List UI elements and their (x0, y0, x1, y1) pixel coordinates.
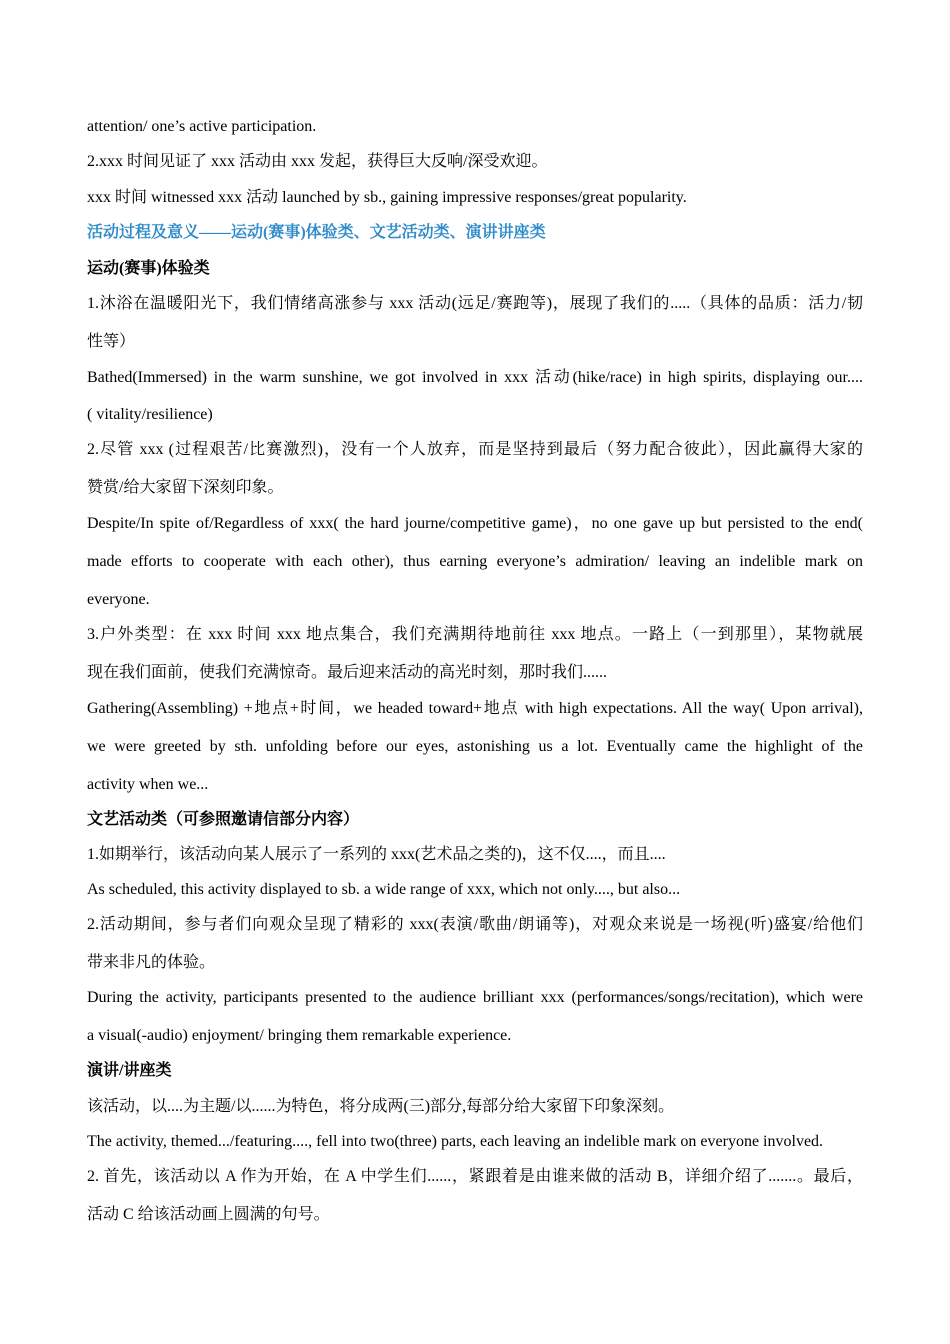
subsection-heading: 文艺活动类（可参照邀请信部分内容） (87, 811, 360, 828)
text-line: 赞赏/给大家留下深刻印象。 (87, 479, 284, 496)
text-line: attention/ one’s active participation. (87, 118, 317, 135)
text-line: a visual(-audio) enjoyment/ bringing them remarkable experience. (87, 1027, 512, 1044)
text-line: The activity, themed.../featuring...., fell into two(three) parts, each leaving an indelible mark on everyone involved. (87, 1133, 824, 1150)
text-line: 1.如期举行，该活动向某人展示了一系列的 xxx(艺术品之类的)，这不仅....，而且.... (87, 846, 666, 863)
text-line: During the activity, participants presented to the audience brilliant xxx (performances/songs/recitation), which were (87, 989, 863, 1006)
text-line: 2.xxx 时间见证了 xxx 活动由 xxx 发起，获得巨大反响/深受欢迎。 (87, 153, 548, 170)
text-line: 1.沐浴在温暖阳光下，我们情绪高涨参与 xxx 活动(远足/赛跑等)，展现了我们的.....（具体的品质：活力/韧 (87, 295, 863, 312)
text-line: 带来非凡的体验。 (87, 954, 216, 971)
section-heading: 活动过程及意义——运动(赛事)体验类、文艺活动类、演讲讲座类 (87, 224, 546, 241)
text-line: we were greeted by sth. unfolding before our eyes, astonishing us a lot. Eventually came the highlight of the (87, 738, 863, 755)
subsection-heading: 演讲/讲座类 (87, 1062, 172, 1079)
text-line: 3.户外类型：在 xxx 时间 xxx 地点集合，我们充满期待地前往 xxx 地点。一路上（一到那里），某物就展 (87, 626, 863, 643)
text-line: 2.尽管 xxx (过程艰苦/比赛激烈)，没有一个人放弃，而是坚持到最后（努力配合彼此），因此赢得大家的 (87, 441, 863, 458)
text-line: 现在我们面前，使我们充满惊奇。最后迎来活动的高光时刻，那时我们...... (87, 664, 608, 681)
text-line: activity when we... (87, 776, 209, 793)
text-line: 2.活动期间，参与者们向观众呈现了精彩的 xxx(表演/歌曲/朗诵等)，对观众来说是一场视(听)盛宴/给他们 (87, 916, 863, 933)
text-line: 性等） (87, 333, 136, 350)
text-line: Despite/In spite of/Regardless of xxx( the hard journe/competitive game)，no one gave up but persisted to the end( (87, 515, 863, 532)
text-line: xxx 时间 witnessed xxx 活动 launched by sb., gaining impressive responses/great popularity. (87, 189, 687, 206)
text-line: As scheduled, this activity displayed to sb. a wide range of xxx, which not only...., but also... (87, 881, 681, 898)
text-line: Gathering(Assembling) +地点+时间，we headed toward+地点 with high expectations. All the way( Upon arrival), (87, 700, 863, 717)
text-line: 该活动，以....为主题/以......为特色，将分成两(三)部分,每部分给大家留下印象深刻。 (87, 1098, 675, 1115)
text-line: 活动 C 给该活动画上圆满的句号。 (87, 1206, 330, 1223)
text-line: everyone. (87, 591, 150, 608)
text-line: made efforts to cooperate with each other), thus earning everyone’s admiration/ leaving an indelible mark on (87, 553, 863, 570)
text-line: Bathed(Immersed) in the warm sunshine, we got involved in xxx 活动(hike/race) in high spirits, displaying our.... (87, 369, 863, 386)
text-line: ( vitality/resilience) (87, 406, 213, 423)
subsection-heading: 运动(赛事)体验类 (87, 260, 210, 277)
text-line: 2. 首先，该活动以 A 作为开始，在 A 中学生们......，紧跟着是由谁来做的活动 B，详细介绍了.......。最后， (87, 1168, 863, 1185)
